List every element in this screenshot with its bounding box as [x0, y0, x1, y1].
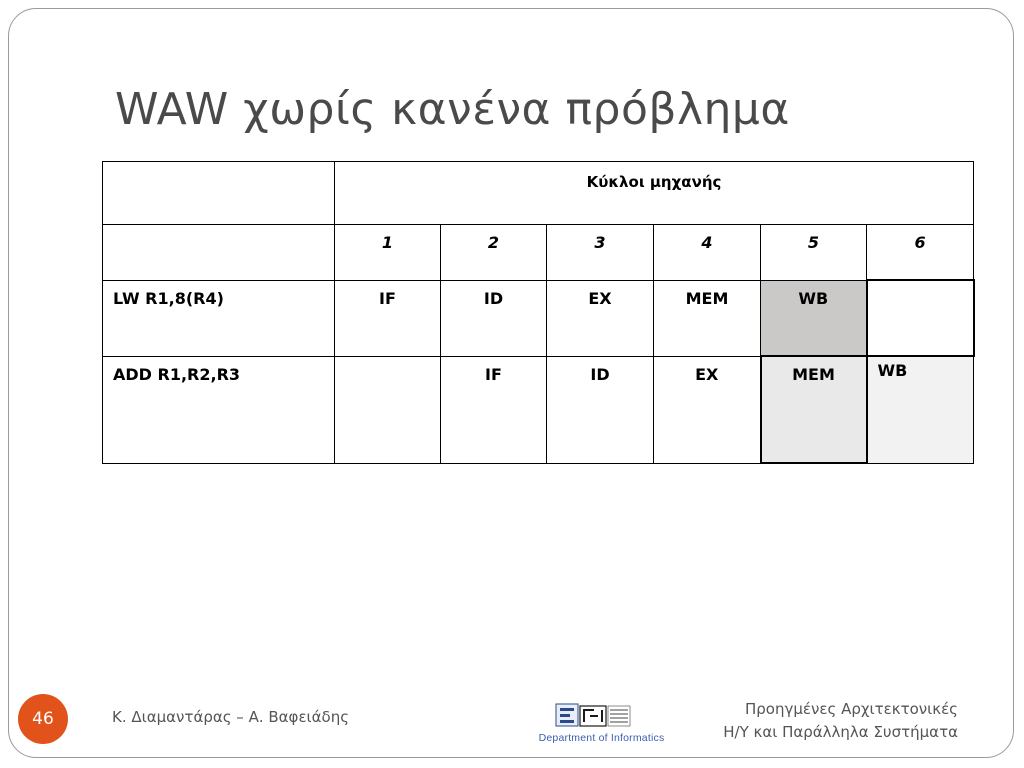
cycle-number-cell — [867, 225, 974, 281]
cycle-number-cell — [335, 225, 441, 281]
slide-title: WAW χωρίς κανένα πρόβλημα — [115, 84, 790, 135]
stage-label: MEM — [685, 288, 729, 308]
cycle-number-cell — [761, 225, 867, 281]
cycle-number: 2 — [487, 233, 500, 252]
table-header-row — [103, 162, 974, 225]
table-row-add — [103, 356, 974, 463]
table-row-lw — [103, 280, 974, 356]
cycle-number-cell — [547, 225, 654, 281]
stage-label: WB — [798, 288, 829, 308]
stage-cell — [441, 280, 547, 356]
stage-cell — [335, 280, 441, 356]
pipeline-table — [102, 161, 975, 464]
stage-cell-boxed — [761, 356, 867, 463]
header-empty-cell — [103, 162, 335, 225]
instruction-cell — [103, 356, 335, 463]
stage-label: IF — [485, 364, 502, 384]
cycle-numbers-row — [103, 225, 974, 281]
stage-cell — [441, 356, 547, 463]
stage-label: EX — [588, 288, 612, 308]
cycle-number: 6 — [914, 233, 926, 252]
stage-cell-highlighted — [761, 280, 867, 356]
logo-caption: Department of Informatics — [538, 732, 665, 744]
department-logo — [524, 696, 679, 746]
page-number-badge: 46 — [18, 694, 68, 744]
stage-label: ID — [483, 288, 504, 308]
cycle-number-cell — [654, 225, 761, 281]
stage-label — [868, 281, 973, 289]
cycle-number-cell — [441, 225, 547, 281]
cycles-header-cell — [335, 162, 974, 225]
cycle-number: 4 — [701, 233, 713, 252]
stage-cell-boxed — [867, 280, 974, 356]
cycle-number: 1 — [381, 233, 394, 252]
stage-label: EX — [695, 364, 719, 384]
instruction-label: ADD R1,R2,R3 — [113, 364, 241, 384]
stage-label: MEM — [792, 365, 835, 384]
stage-label: ID — [590, 364, 610, 384]
stage-cell — [654, 280, 761, 356]
course-line-1: Προηγμένες Αρχιτεκτονικές — [745, 700, 958, 718]
numbers-empty-cell — [103, 225, 335, 281]
stage-cell — [547, 280, 654, 356]
cycle-number: 3 — [594, 233, 606, 252]
stage-label: IF — [379, 288, 396, 308]
authors-footer: Κ. Διαμαντάρας – Α. Βαφειάδης — [112, 708, 350, 726]
stage-label: WB — [877, 361, 908, 380]
stage-cell — [654, 356, 761, 463]
stage-label — [335, 357, 440, 365]
course-footer — [723, 698, 958, 744]
stage-cell — [867, 356, 974, 463]
department-logo-icon — [524, 696, 679, 734]
instruction-label: LW R1,8(R4) — [113, 288, 224, 308]
course-line-2: Η/Υ και Παράλληλα Συστήματα — [723, 723, 958, 741]
cycles-header: Κύκλοι μηχανής — [586, 173, 722, 191]
stage-cell — [335, 356, 441, 463]
cycle-number: 5 — [807, 233, 820, 252]
instruction-cell — [103, 280, 335, 356]
stage-cell — [547, 356, 654, 463]
